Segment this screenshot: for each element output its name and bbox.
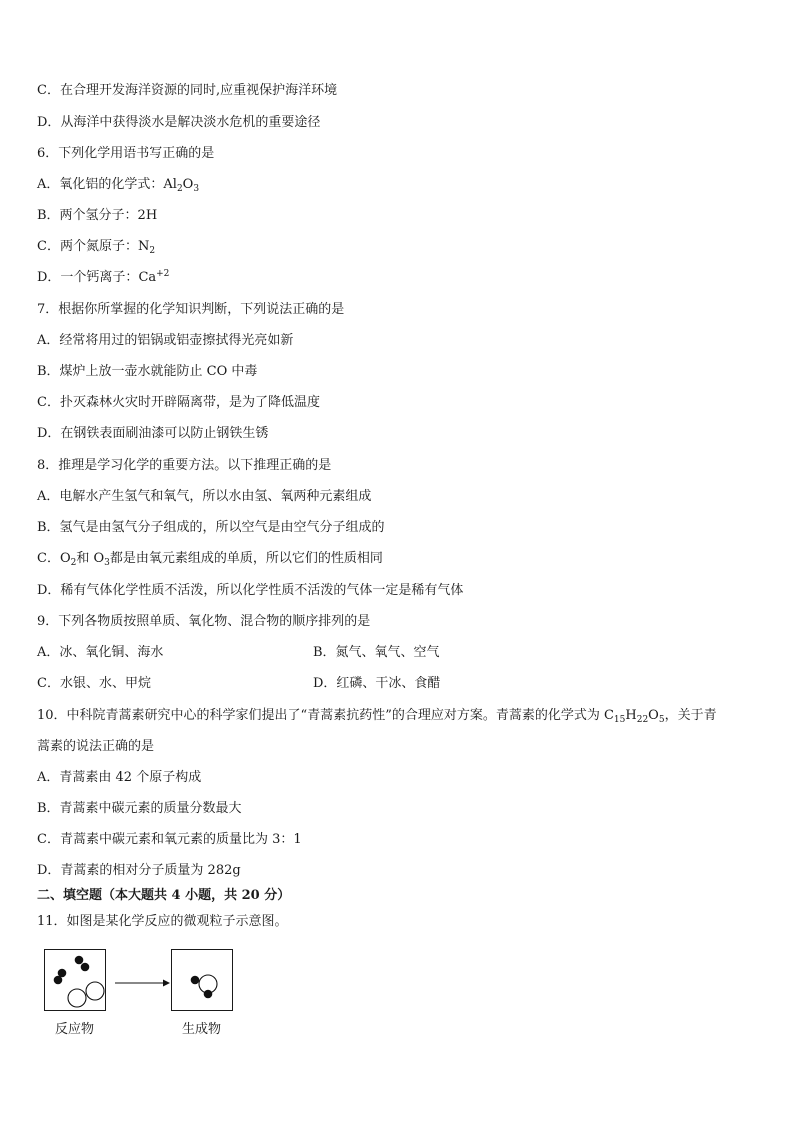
q8-option-d: D．稀有气体化学性质不活泼，所以化学性质不活泼的气体一定是稀有气体 <box>37 583 464 598</box>
q6-option-a <box>37 176 199 194</box>
q10-sub: 5 <box>658 715 665 725</box>
q8-option-b: B．氢气是由氢气分子组成的，所以空气是由空气分子组成的 <box>37 520 385 535</box>
q8-sub: 3 <box>104 558 110 568</box>
reaction-arrow-icon <box>115 978 171 988</box>
q7-option-a: A．经常将用过的铝锅或铝壶擦拭得光亮如新 <box>37 333 294 348</box>
q9-option-a: A．冰、氧化铜、海水 <box>37 645 164 660</box>
q10-stem <box>37 707 717 725</box>
q6-option-d-text: D．一个钙离子： <box>37 270 139 285</box>
q10-sub: 22 <box>636 715 649 725</box>
q6-charge: +2 <box>156 269 170 279</box>
q8-option-c <box>37 550 383 568</box>
q6-formula-n: N <box>137 239 150 254</box>
q7-stem: 7．根据你所掌握的化学知识判断，下列说法正确的是 <box>37 302 345 317</box>
q9-option-c: C．水银、水、甲烷 <box>37 676 151 691</box>
q7-option-b: B．煤炉上放一壶水就能防止 CO 中毒 <box>37 364 258 379</box>
q8-stem: 8．推理是学习化学的重要方法。以下推理正确的是 <box>37 458 332 473</box>
q6-sub: 3 <box>193 184 200 194</box>
q8-option-c-pre: C．O <box>37 551 71 566</box>
q10-option-c: C．青蒿素中碳元素和氧元素的质量比为 3：1 <box>37 832 302 847</box>
q7-option-d: D．在钢铁表面刷油漆可以防止钢铁生锈 <box>37 426 269 441</box>
q6-formula-o: O <box>182 177 194 192</box>
q10-formula-h: H <box>625 708 637 723</box>
q11-stem: 11．如图是某化学反应的微观粒子示意图。 <box>37 914 288 929</box>
q8-sub: 2 <box>70 558 77 568</box>
product-label: 生成物 <box>182 1022 222 1037</box>
q6-formula-al: Al <box>163 177 177 192</box>
q5-option-d: D．从海洋中获得淡水是解决淡水危机的重要途径 <box>37 115 321 130</box>
q6-formula-ca: Ca <box>138 270 157 285</box>
q8-option-a: A．电解水产生氢气和氧气，所以水由氢、氧两种元素组成 <box>37 489 372 504</box>
q6-option-a-text: A．氧化铝的化学式： <box>37 177 164 192</box>
q7-option-c: C．扑灭森林火灾时开辟隔离带，是为了降低温度 <box>37 395 320 410</box>
q10-stem-end: ，关于青 <box>664 708 717 723</box>
q10-option-b: B．青蒿素中碳元素的质量分数最大 <box>37 801 242 816</box>
q6-sub: 2 <box>176 184 183 194</box>
q6-sub: 2 <box>149 246 156 256</box>
reactant-label: 反应物 <box>55 1022 95 1037</box>
q6-option-d <box>37 269 169 287</box>
q9-option-d: D．红磷、干冰、食醋 <box>313 676 441 691</box>
q10-formula-o: O <box>648 708 659 723</box>
q5-option-c: C．在合理开发海洋资源的同时,应重视保护海洋环境 <box>37 83 338 98</box>
reactant-particles-icon <box>45 950 107 1012</box>
q8-option-c-mid: 和 O <box>76 551 105 566</box>
q10-stem-text: 10．中科院青蒿素研究中心的科学家们提出了“青蒿素抗药性”的合理应对方案。青蒿素的化学式为 <box>37 708 604 723</box>
q10-sub: 15 <box>613 715 626 725</box>
q10-formula-c: C <box>603 708 614 723</box>
q6-option-b: B．两个氢分子：2H <box>37 208 158 223</box>
product-particle-icon <box>172 950 234 1012</box>
q9-stem: 9．下列各物质按照单质、氧化物、混合物的顺序排列的是 <box>37 614 371 629</box>
q8-option-c-post: 都是由氧元素组成的单质，所以它们的性质相同 <box>109 551 383 566</box>
q10-option-a: A．青蒿素由 42 个原子构成 <box>37 770 202 785</box>
q6-stem: 6．下列化学用语书写正确的是 <box>37 146 215 161</box>
q10-option-d: D．青蒿素的相对分子质量为 282g <box>37 863 241 878</box>
q6-option-c <box>37 238 155 256</box>
section-title: 二、填空题（本大题共 4 小题，共 20 分） <box>37 888 291 903</box>
reactant-box <box>44 949 106 1011</box>
q9-option-b: B．氮气、氧气、空气 <box>313 645 440 660</box>
q10-stem-cont: 蒿素的说法正确的是 <box>37 739 155 754</box>
product-box <box>171 949 233 1011</box>
q6-option-c-text: C．两个氮原子： <box>37 239 138 254</box>
